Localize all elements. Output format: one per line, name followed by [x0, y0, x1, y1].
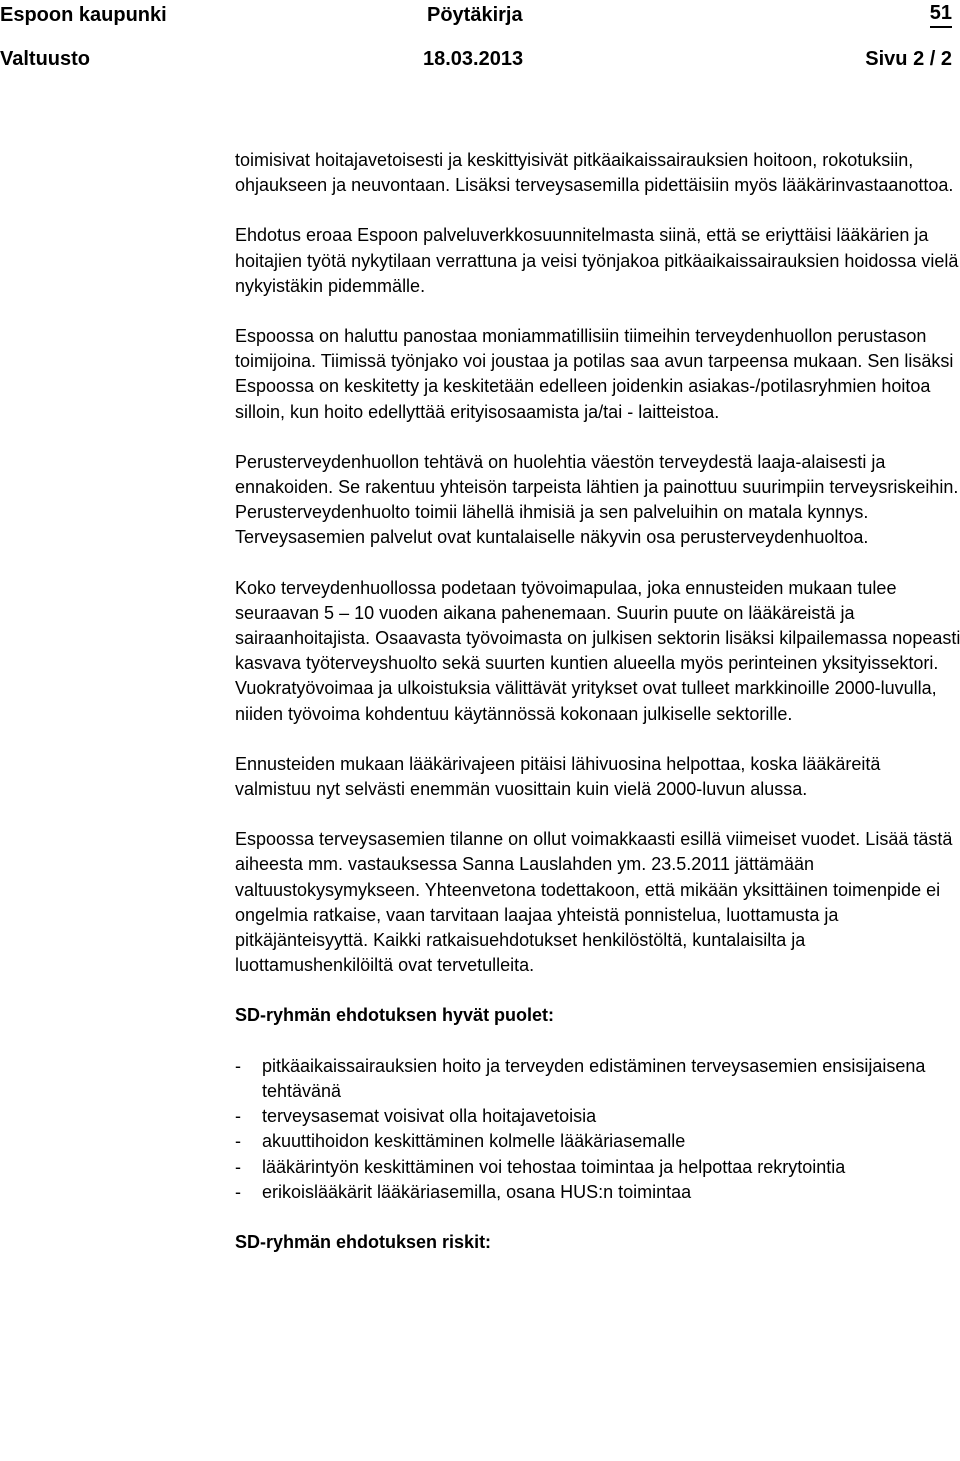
list-item-text: terveysasemat voisivat olla hoitajavetoisia	[262, 1106, 597, 1127]
list-item	[235, 1129, 960, 1154]
pros-heading: SD-ryhmän ehdotuksen hyvät puolet:	[235, 1005, 555, 1026]
body-name: Valtuusto	[0, 48, 91, 70]
list-dash: -	[235, 1156, 241, 1177]
list-dash: -	[235, 1106, 241, 1127]
list-item-text: pitkäaikaissairauksien hoito ja terveyden edistäminen terveysasemien ensisijaisena tehtävänä	[262, 1055, 926, 1101]
header-row-2	[0, 44, 960, 74]
list-item-text: erikoislääkärit lääkäriasemilla, osana HUS:n toimintaa	[262, 1181, 692, 1202]
list-dash: -	[235, 1181, 241, 1202]
page-number: 51	[930, 0, 952, 28]
list-dash: -	[235, 1055, 241, 1076]
paragraph-4: Perusterveydenhuollon tehtävä on huolehtia väestön terveydestä laaja-alaisesti ja ennakoiden. Se rakentuu yhteisön tarpeista lähtien ja painottuu suurimpiin terveysriskeihin. Perusterveydenhuolto toimii lähellä ihmisiä ja sen palveluihin on matala kynnys. Terveysasemien palvelut ovat kuntalaiselle näkyvin osa perusterveydenhuoltoa.	[235, 451, 959, 548]
list-item	[235, 1104, 960, 1129]
paragraph-7: Espoossa terveysasemien tilanne on ollut voimakkaasti esillä viimeiset vuodet. Lisää tästä aiheesta mm. vastauksessa Sanna Lauslahden ym. 23.5.2011 jättämään valtuustokysymykseen. Yhteenvetona todettakoon, että mikään yksittäinen toimenpide ei ongelmia ratkaise, vaan tarvitaan laajaa yhteistä ponnistelua, luottamusta ja pitkäjänteisyyttä. Kaikki ratkaisuehdotukset henkilöstöltä, kuntalaisilta ja luottamushenkilöiltä ovat tervetulleita.	[235, 829, 953, 976]
meeting-date: 18.03.2013	[423, 48, 524, 70]
paragraph-1: toimisivat hoitajavetoisesti ja keskittyisivät pitkäaikaissairauksien hoitoon, rokotuksiin, ohjaukseen ja neuvontaan. Lisäksi terveysasemilla pidettäisiin myös lääkärinvastaanottoa.	[235, 150, 954, 196]
list-item-text: lääkärintyön keskittäminen voi tehostaa toimintaa ja helpottaa rekrytointia	[262, 1156, 846, 1177]
page-of: Sivu 2 / 2	[865, 48, 952, 70]
list-item	[235, 1054, 960, 1104]
header-row-1	[0, 0, 960, 30]
paragraph-5: Koko terveydenhuollossa podetaan työvoimapulaa, joka ennusteiden mukaan tulee seuraavan 5 – 10 vuoden aikana pahenemaan. Suurin puute on lääkäreistä ja sairaanhoitajista. Osaavasta työvoimasta on julkisen sektorin lisäksi kilpailemassa nopeasti kasvava työterveyshuolto sekä suurten kuntien alueella myös perinteinen yksityissektori. Vuokratyövoimaa ja ulkoistuksia välittävät yritykset ovat tulleet markkinoille 2000-luvulla, niiden työvoima kohdentuu käytännössä kokonaan julkiselle sektorille.	[235, 577, 960, 724]
document-body	[235, 148, 960, 1255]
paragraph-6: Ennusteiden mukaan lääkärivajeen pitäisi lähivuosina helpottaa, koska lääkäreitä valmistuu nyt selvästi enemmän vuosittain kuin vielä 2000-luvun alussa.	[235, 753, 881, 800]
list-item	[235, 1180, 960, 1205]
doc-type: Pöytäkirja	[427, 4, 523, 26]
list-item-text: akuuttihoidon keskittäminen kolmelle lääkäriasemalle	[262, 1131, 686, 1152]
list-item	[235, 1155, 960, 1180]
paragraph-2: Ehdotus eroaa Espoon palveluverkkosuunnitelmasta siinä, että se eriyttäisi lääkärien ja hoitajien työtä nykytilaan verrattuna ja veisi työnjakoa pitkäaikaissairauksien hoidossa vielä nykyistäkin pidemmälle.	[235, 225, 959, 296]
org-name: Espoon kaupunki	[0, 4, 167, 26]
risks-heading: SD-ryhmän ehdotuksen riskit:	[235, 1231, 492, 1252]
paragraph-3: Espoossa on haluttu panostaa moniammatillisiin tiimeihin terveydenhuollon perustason toimijoina. Tiimissä työnjako voi joustaa ja potilas saa avun tarpeensa mukaan. Sen lisäksi Espoossa on keskitetty ja keskitetään edelleen joidenkin asiakas-/potilasryhmien hoitoa silloin, kun hoito edellyttää erityisosaamista ja/tai - laitteistoa.	[235, 326, 954, 422]
pros-list	[235, 1054, 960, 1205]
list-dash: -	[235, 1131, 241, 1152]
